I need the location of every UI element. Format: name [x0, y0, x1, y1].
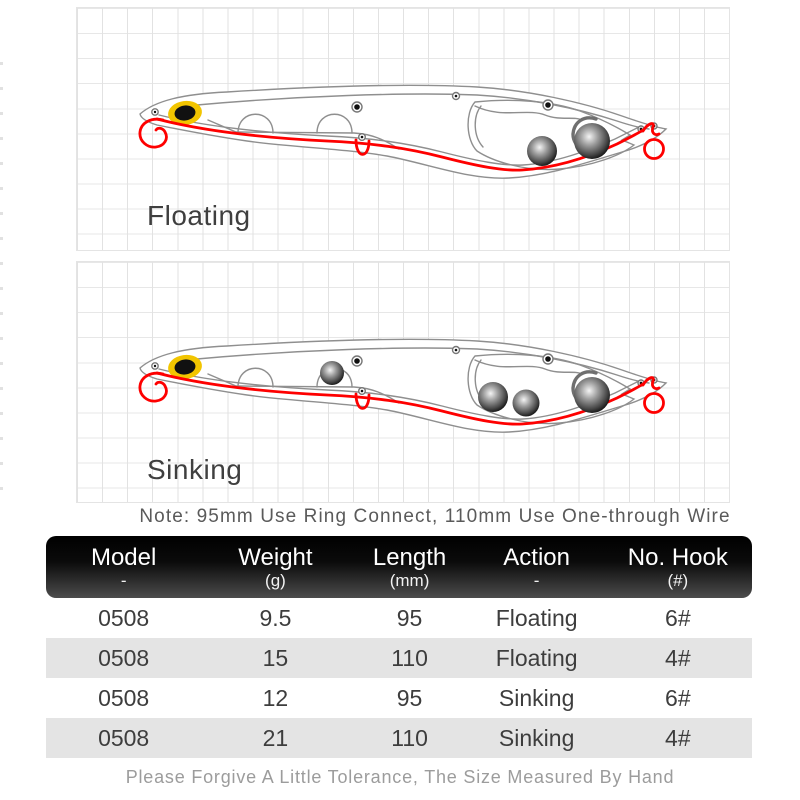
variant-label-floating: Floating [147, 200, 251, 231]
cell-weight: 9.5 [259, 604, 292, 631]
cell-length: 95 [396, 684, 423, 711]
ball-weight [320, 361, 344, 385]
cell-length: 110 [391, 644, 428, 671]
cell-hook: 6# [665, 604, 691, 631]
column-label: No. Hook [627, 544, 728, 571]
column-unit: (mm) [389, 571, 430, 590]
column-header-weight [201, 544, 349, 590]
column-unit: - [533, 571, 540, 590]
cell-action: Sinking [498, 684, 575, 711]
ball-weight [527, 136, 557, 166]
diagram-panel-sinking [77, 262, 729, 502]
ball-weight [574, 123, 610, 159]
diagram-panel-floating [77, 8, 729, 250]
left-edge-marks [0, 62, 3, 492]
column-header-length [350, 544, 470, 590]
cell-hook: 6# [665, 684, 691, 711]
table-header [46, 536, 752, 598]
cell-weight: 12 [262, 684, 289, 711]
column-unit: (#) [667, 571, 689, 590]
cell-model: 0508 [98, 604, 150, 631]
cell-action: Floating [495, 644, 578, 671]
column-label: Weight [238, 544, 313, 571]
connection-note: Note: 95mm Use Ring Connect, 110mm Use One-through Wire [139, 506, 731, 527]
cell-model: 0508 [98, 644, 150, 671]
cell-hook: 4# [665, 644, 691, 671]
cell-action: Sinking [498, 724, 575, 751]
column-unit: (g) [265, 571, 286, 590]
table-row [46, 638, 752, 678]
column-header-hook [604, 544, 752, 590]
column-unit: - [120, 571, 127, 590]
table-row [46, 718, 752, 758]
cell-action: Floating [495, 604, 578, 631]
ball-weight [574, 377, 610, 413]
tolerance-disclaimer: Please Forgive A Little Tolerance, The Size Measured By Hand [125, 767, 675, 787]
column-label: Model [90, 544, 157, 571]
table-row [46, 678, 752, 718]
cell-length: 95 [396, 604, 423, 631]
cell-weight: 15 [262, 644, 289, 671]
column-header-model [46, 544, 201, 590]
ball-weight [513, 390, 540, 417]
variant-label-sinking: Sinking [147, 454, 243, 485]
cell-hook: 4# [665, 724, 691, 751]
table-row [46, 598, 752, 638]
cell-weight: 21 [262, 724, 289, 751]
column-label: Action [503, 544, 570, 571]
spec-table [46, 536, 752, 758]
cell-length: 110 [391, 724, 428, 751]
cell-model: 0508 [98, 724, 150, 751]
column-label: Length [372, 544, 447, 571]
cell-model: 0508 [98, 684, 150, 711]
ball-weight [478, 382, 508, 412]
column-header-action [470, 544, 604, 590]
